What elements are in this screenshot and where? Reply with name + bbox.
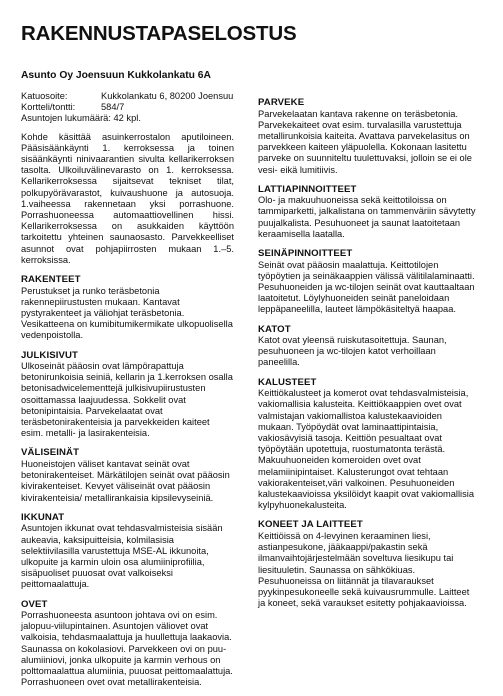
page-title: RAKENNUSTAPASELOSTUS bbox=[21, 22, 297, 45]
fact-row-apartments bbox=[21, 113, 234, 124]
section-heading: KALUSTEET bbox=[258, 376, 317, 388]
fact-label: Kortteli/tontti: bbox=[21, 102, 76, 113]
section-body: Keittiöissä on 4-levyinen keraaminen liesi, astianpesukone, jääkaappi/pakastin sekä ilmanvaihtojärjestelmään soveltuva liesikupu tai liesituuletin. Saunassa on sähkökiuas. Pesuhuoneissa on liitännät ja tilavaraukset pyykinpesukoneelle sekä kuivausrummulle. Laitteet ja koneet, sekä varaukset esitetty pohjakaavioissa. bbox=[258, 530, 470, 609]
fact-label: Katuosoite: bbox=[21, 91, 68, 101]
right-column bbox=[258, 97, 478, 617]
section-body: Keittiökalusteet ja komerot ovat tehdasvalmisteisia, vakiomallisia kalusteita. Keittiökaappien ovet ovat valmistajan vakiomallistoa kalustekaavioiden mukaan. Työpöydät ovat laminaattipintaisia, vakiosävyisiä tasoja. Keittiön pesualtaat ovat työpöytään upotettuja, ruostumatonta terästä. Makuuhuoneiden komeroiden ovet ovat melamiinipintaiset. Kalusterungot ovat tehtaan vakiorakenteiset,väri valkoinen. Pesuhuoneiden kalustekaavioissa yksilöidyt kaapit ovat vakiomallisia kylpyhuonekalusteita. bbox=[258, 388, 474, 511]
section-heading: RAKENTEET bbox=[21, 274, 81, 286]
section-heading: KONEET JA LAITTEET bbox=[258, 519, 363, 531]
fact-value: Kukkolankatu 6, 80200 Joensuu bbox=[101, 91, 234, 101]
section-body: Parvekelaatan kantava rakenne on teräsbetonia. Parvekekaiteet ovat esim. turvalasilla varustettuja metallirunkoisia kaiteita. Avattava parvekelasitus on parvekkeen kaiteen yläpuolella. Kokonaan lasitettu parveke on suunniteltu tuulettuvaksi, jolloin se ei ole vesi- eikä lumitiivis. bbox=[258, 108, 472, 175]
left-column bbox=[21, 91, 234, 696]
fact-label: Asuntojen lukumäärä: 42 kpl. bbox=[21, 113, 141, 124]
section-body: Porrashuoneesta asuntoon johtava ovi on esim. jalopuu-viilupintainen. Asuntojen väliovet ovat valkoisia, tehdasmaalattuja ja huullettuja laakaovia. Saunassa on kokolasiovi. Parvekkeen ovi on puu-alumiiniovi, jonka ulkopuite ja karmin verhous on polttomaalattua alumiinia, puuosat peittomaalattuja. Porrashuoneen ovet ovat metallirakenteisia. bbox=[21, 610, 233, 688]
fact-row-address bbox=[21, 91, 234, 102]
section-heading: KATOT bbox=[258, 323, 291, 335]
section-heading: OVET bbox=[21, 598, 48, 610]
section-heading: JULKISIVUT bbox=[21, 349, 78, 361]
section-body: Olo- ja makuuhuoneissa sekä keittotiloissa on tammiparketti, jalkalistana on tammenväriin sävytetty puujalkalista. Pesuhuoneet ja saunat laatoitetaan keraamisella laatalla. bbox=[258, 195, 476, 239]
section-body: Perustukset ja runko teräsbetonia rakennepiirustusten mukaan. Kantavat pystyrakenteet ja väliohjat teräsbetonia. Vesikatteena on kumibitumikermikate ulkopuolisella vedenpoistolla. bbox=[21, 285, 233, 341]
section-body: Asuntojen ikkunat ovat tehdasvalmisteisia sisään aukeavia, kaksipuitteisia, kolmilasisia selektiivilasilla varustettuja MSE-AL ikkunoita, ulkopuite ja karmin uloin osa alumiiniprofiilia, sisäpuoliset puuosat ovat valkoiseksi peittomaalattuja. bbox=[21, 523, 223, 590]
section-body: Seinät ovat pääosin maalattuja. Keittotilojen työpöytien ja seinäkaappien välissä välitilalaminaatti. Pesuhuoneiden ja wc-tilojen seinät ovat kauttaaltaan laatoitetut. Löylyhuoneiden seinät paneloidaan leppäpaneelilla, lauteet lämpökäsiteltyä haapaa. bbox=[258, 259, 475, 315]
section-body: Katot ovat yleensä ruiskutasoitettuja. Saunan, pesuhuoneen ja wc-tilojen katot verhoillaan paneelilla. bbox=[258, 335, 447, 368]
fact-row-block bbox=[21, 102, 234, 113]
property-facts bbox=[21, 91, 234, 125]
section-body: Ulkoseinät pääosin ovat lämpörapattuja betonirunkoisia seiniä, kellarin ja 1.kerroksen osalla betonisadwicelementtejä julkisivupiirustusten osoittamassa laajuudessa. Sokkelit ovat betonipintaisia. Parvekelaatat ovat teräsbetonirakenteisia ja parvekkeiden kaiteet esim. metalli- ja lasirakenteisia. bbox=[21, 361, 233, 439]
section-heading: VÄLISEINÄT bbox=[21, 447, 80, 459]
section-heading: SEINÄPINNOITTEET bbox=[258, 248, 353, 260]
section-heading: PARVEKE bbox=[258, 97, 305, 108]
section-heading: LATTIAPINNOITTEET bbox=[258, 183, 357, 195]
fact-value: 584/7 bbox=[101, 102, 125, 113]
section-heading: IKKUNAT bbox=[21, 511, 65, 523]
intro-paragraph: Kohde käsittää asuinkerrostalon aputiloineen. Pääsisäänkäynti 1. kerroksessa ja toinen sisäänkäynti ninivaarantien sivulta kellarikerroksen tasolta. Ulkoiluvälinevarasto on 1. kerroksessa. Kellarikerroksessa sijaitsevat tekniset tilat, polkupyörävarastot, kuivaushuone ja autosuoja. 1.vaiheessa rakennetaan yksi porrashuone. Porrashuoneessa automaattiovellinen hissi. Kellarikerroksessa on asukkaiden käyttöön tarkoitettu yhteinen saunaosasto. Parvekkeelliset asunnot ovat pohjapiirrosten mukaan 1.–5. kerroksissa. bbox=[21, 131, 234, 265]
section-body: Huoneistojen väliset kantavat seinät ovat betonirakenteiset. Märkätilojen seinät ovat pääosin kivirakenteiset. Kevyet väliseinät ovat pääosin kivirakenteisia/ metallirankaisia kipsilevyseiniä. bbox=[21, 458, 230, 503]
subtitle: Asunto Oy Joensuun Kukkolankatu 6A bbox=[21, 70, 211, 81]
